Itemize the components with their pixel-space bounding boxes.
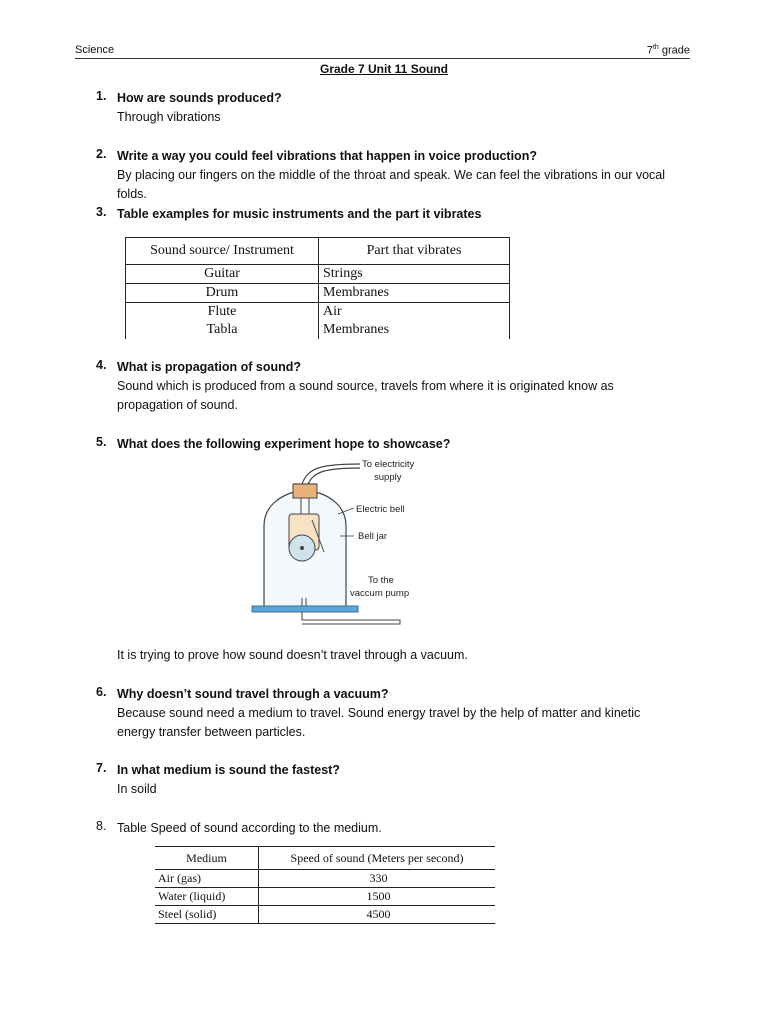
table-cell: Air xyxy=(319,303,510,322)
question-number: 4. xyxy=(96,358,107,372)
question-6 xyxy=(96,685,696,742)
question-text: In what medium is sound the fastest? xyxy=(117,763,340,777)
label-supply: To electricity xyxy=(362,459,415,470)
header-subject: Science xyxy=(75,44,115,56)
bell-center xyxy=(300,546,304,550)
question-text: What does the following experiment hope to showcase? xyxy=(117,437,451,451)
question-number: 5. xyxy=(96,435,107,449)
table-row xyxy=(126,321,510,339)
table-cell: Air (gas) xyxy=(155,870,259,888)
table-cell: Membranes xyxy=(319,284,510,303)
question-number: 3. xyxy=(96,205,107,219)
table-cell: Steel (solid) xyxy=(155,906,259,924)
header-grade: 7th grade xyxy=(646,44,690,57)
question-number: 8. xyxy=(96,819,107,833)
table-row xyxy=(155,906,495,924)
question-2 xyxy=(96,147,696,204)
table-header: Speed of sound (Meters per second) xyxy=(259,847,496,870)
table-row xyxy=(126,303,510,322)
question-number: 7. xyxy=(96,761,107,775)
answer-text: Because sound need a medium to travel. Sound energy travel by the help of matter and kinetic energy transfer between particles. xyxy=(117,706,641,739)
label-bell-jar: Bell jar xyxy=(358,531,388,542)
answer-text: Through vibrations xyxy=(117,110,221,124)
speed-table xyxy=(155,846,495,924)
table-cell: Flute xyxy=(126,303,319,322)
question-text: Write a way you could feel vibrations that happen in voice production? xyxy=(117,149,537,163)
question-text: Table Speed of sound according to the medium. xyxy=(117,821,382,835)
table-cell: Tabla xyxy=(126,321,319,339)
table-header: Part that vibrates xyxy=(319,238,510,265)
answer-text: Sound which is produced from a sound source, travels from where it is originated know as propagation of sound. xyxy=(117,379,614,412)
page-header xyxy=(75,44,690,59)
base-plate xyxy=(252,606,358,612)
question-1 xyxy=(96,89,696,127)
table-cell: Strings xyxy=(319,265,510,284)
question-3 xyxy=(96,205,696,224)
question-text: What is propagation of sound? xyxy=(117,360,302,374)
wire xyxy=(308,468,360,484)
table-cell: 4500 xyxy=(259,906,496,924)
cork xyxy=(293,484,317,498)
question-text: Why doesn’t sound travel through a vacuum? xyxy=(117,687,389,701)
table-cell: Guitar xyxy=(126,265,319,284)
page-title: Grade 7 Unit 11 Sound xyxy=(319,62,449,76)
answer-text: By placing our fingers on the middle of the throat and speak. We can feel the vibrations in our vocal folds. xyxy=(117,168,666,201)
question-5-answer xyxy=(96,646,696,665)
question-number: 2. xyxy=(96,147,107,161)
question-4 xyxy=(96,358,696,415)
table-row xyxy=(126,265,510,284)
question-8 xyxy=(96,819,696,838)
answer-text: It is trying to prove how sound doesn’t travel through a vacuum. xyxy=(117,648,468,662)
table-cell: Water (liquid) xyxy=(155,888,259,906)
label-pump: To the xyxy=(368,575,394,586)
table-header: Sound source/ Instrument xyxy=(126,238,319,265)
question-number: 1. xyxy=(96,89,107,103)
table-row xyxy=(126,284,510,303)
bell-jar-diagram xyxy=(250,456,430,631)
question-number: 6. xyxy=(96,685,107,699)
table-header: Medium xyxy=(155,847,259,870)
table-row xyxy=(155,888,495,906)
answer-text: In soild xyxy=(117,782,157,796)
table-cell: Drum xyxy=(126,284,319,303)
question-text: Table examples for music instruments and the part it vibrates xyxy=(117,207,482,221)
table-cell: Membranes xyxy=(319,321,510,339)
question-7 xyxy=(96,761,696,799)
table-row xyxy=(155,870,495,888)
label-supply: supply xyxy=(374,472,402,483)
wire xyxy=(302,464,360,484)
label-electric-bell: Electric bell xyxy=(356,504,405,515)
question-5 xyxy=(96,435,696,454)
question-text: How are sounds produced? xyxy=(117,91,282,105)
label-pump: vaccum pump xyxy=(350,588,410,599)
table-cell: 1500 xyxy=(366,889,391,903)
pump-pipe xyxy=(302,612,400,624)
table-cell: 330 xyxy=(369,871,388,885)
instrument-table xyxy=(125,237,510,339)
